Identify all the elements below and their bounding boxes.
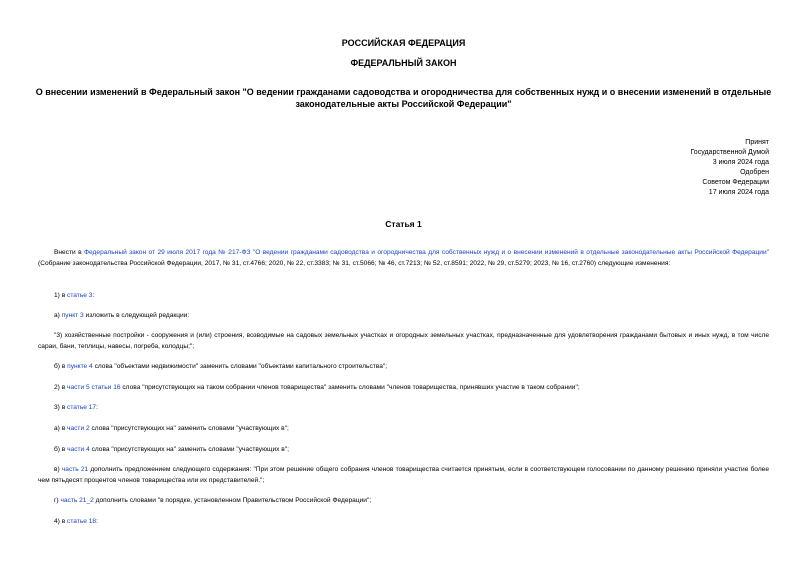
country-heading: РОССИЙСКАЯ ФЕДЕРАЦИЯ	[341, 38, 466, 48]
article-heading: Статья 1	[385, 219, 422, 229]
item-text: :	[96, 404, 98, 411]
law-link[interactable]: Федеральный закон от 29 июля 2017 года № 217-ФЗ "О ведении гражданами садоводства и огородничества для собственных нужд и о внесении изменений в отдельные законодательные акты Российской Федерации"	[84, 249, 770, 256]
item-text: изложить в следующей редакции:	[83, 312, 190, 319]
intro-text: Внести в	[54, 249, 85, 256]
quoted-text: "3) хозяйственные постройки - сооружения и (или) строения, возводимые на садовых земельных участках и огородных земельных участках, предназначенные для удовлетворения гражданами бытовых и иных нужд, в том числе сараи, бани, теплицы, навесы, погреба, колодцы;";	[38, 332, 769, 350]
item-text: слова "присутствующих на" заменить словами "участвующих в";	[89, 446, 289, 453]
article-18-link[interactable]: статье 18	[67, 518, 97, 525]
approval-line: Советом Федерации	[702, 179, 769, 186]
law-title: О внесении изменений в Федеральный закон "О ведении гражданами садоводства и огородничества для собственных нужд и о внесении изменений в отдельные законодательные акты Российской Федерации"	[35, 87, 772, 109]
item-text: дополнить словами "в порядке, установленном Правительством Российской Федерации";	[93, 497, 372, 504]
list-item	[54, 311, 769, 322]
list-item	[54, 291, 769, 302]
adoption-line: Государственной Думой	[690, 149, 769, 156]
article-16-link[interactable]: части 5 статьи 16	[67, 384, 121, 391]
item-text: а) в	[54, 425, 68, 432]
point-3-link[interactable]: пункт 3	[61, 312, 84, 319]
item-text: б) в	[54, 446, 68, 453]
item-text: слова "присутствующих на" заменить словами "участвующих в";	[89, 425, 289, 432]
item-text: слова "объектами недвижимости" заменить словами "объектами капитального строительства";	[92, 363, 388, 370]
adoption-line: Принят	[745, 139, 769, 146]
item-text: г)	[54, 497, 61, 504]
item-text: 1) в	[54, 292, 68, 299]
intro-text-rest: (Собрание законодательства Российской Федерации, 2017, № 31, ст.4766; 2020, № 22, ст.3383; № 31, ст.5066; № 46, ст.7213; № 52, ст.8591; 2022, № 29, ст.5279; 2023, № 16, ст.2760) следующие изменения:	[38, 259, 671, 267]
approval-line: Одобрен	[740, 169, 769, 176]
item-text: слова "присутствующих на таком собрании членов товарищества" заменить словами "членов товарищества, принявших участие в таком собрании";	[120, 384, 580, 391]
list-item	[54, 424, 769, 435]
list-item	[38, 465, 769, 486]
item-text: а)	[54, 312, 62, 319]
list-item	[54, 403, 769, 414]
item-text: 4) в	[54, 518, 68, 525]
list-item	[54, 517, 769, 528]
part-21-2-link[interactable]: часть 21_2	[60, 497, 94, 504]
item-text: в)	[54, 466, 62, 473]
point-4-link[interactable]: пункте 4	[67, 363, 93, 370]
adoption-block	[690, 138, 769, 198]
article-17-link[interactable]: статье 17	[67, 404, 97, 411]
article-intro	[38, 248, 769, 269]
item-text: 3) в	[54, 404, 68, 411]
list-item	[54, 445, 769, 456]
list-item	[54, 383, 769, 394]
part-21-link[interactable]: часть 21	[61, 466, 89, 473]
approval-date: 17 июля 2024 года	[708, 189, 769, 196]
list-item	[54, 496, 769, 507]
list-item	[54, 362, 769, 373]
article-3-link[interactable]: статье 3	[67, 292, 93, 299]
adoption-date: 3 июля 2024 года	[712, 159, 769, 166]
item-text: :	[96, 518, 98, 525]
doc-type-heading: ФЕДЕРАЛЬНЫЙ ЗАКОН	[350, 58, 457, 68]
part-4-link[interactable]: части 4	[67, 446, 90, 453]
item-text: :	[92, 292, 95, 299]
item-text: дополнить предложением следующего содержания: "При этом решение общего собрания членов товарищества считается принятым, если в соответствующем голосовании по данному решению приняли участие более чем пятьдесят процентов членов товарищества или их представителей.";	[38, 466, 770, 484]
part-2-link[interactable]: части 2	[67, 425, 90, 432]
item-text: б) в	[54, 363, 68, 370]
item-text: 2) в	[54, 384, 68, 391]
